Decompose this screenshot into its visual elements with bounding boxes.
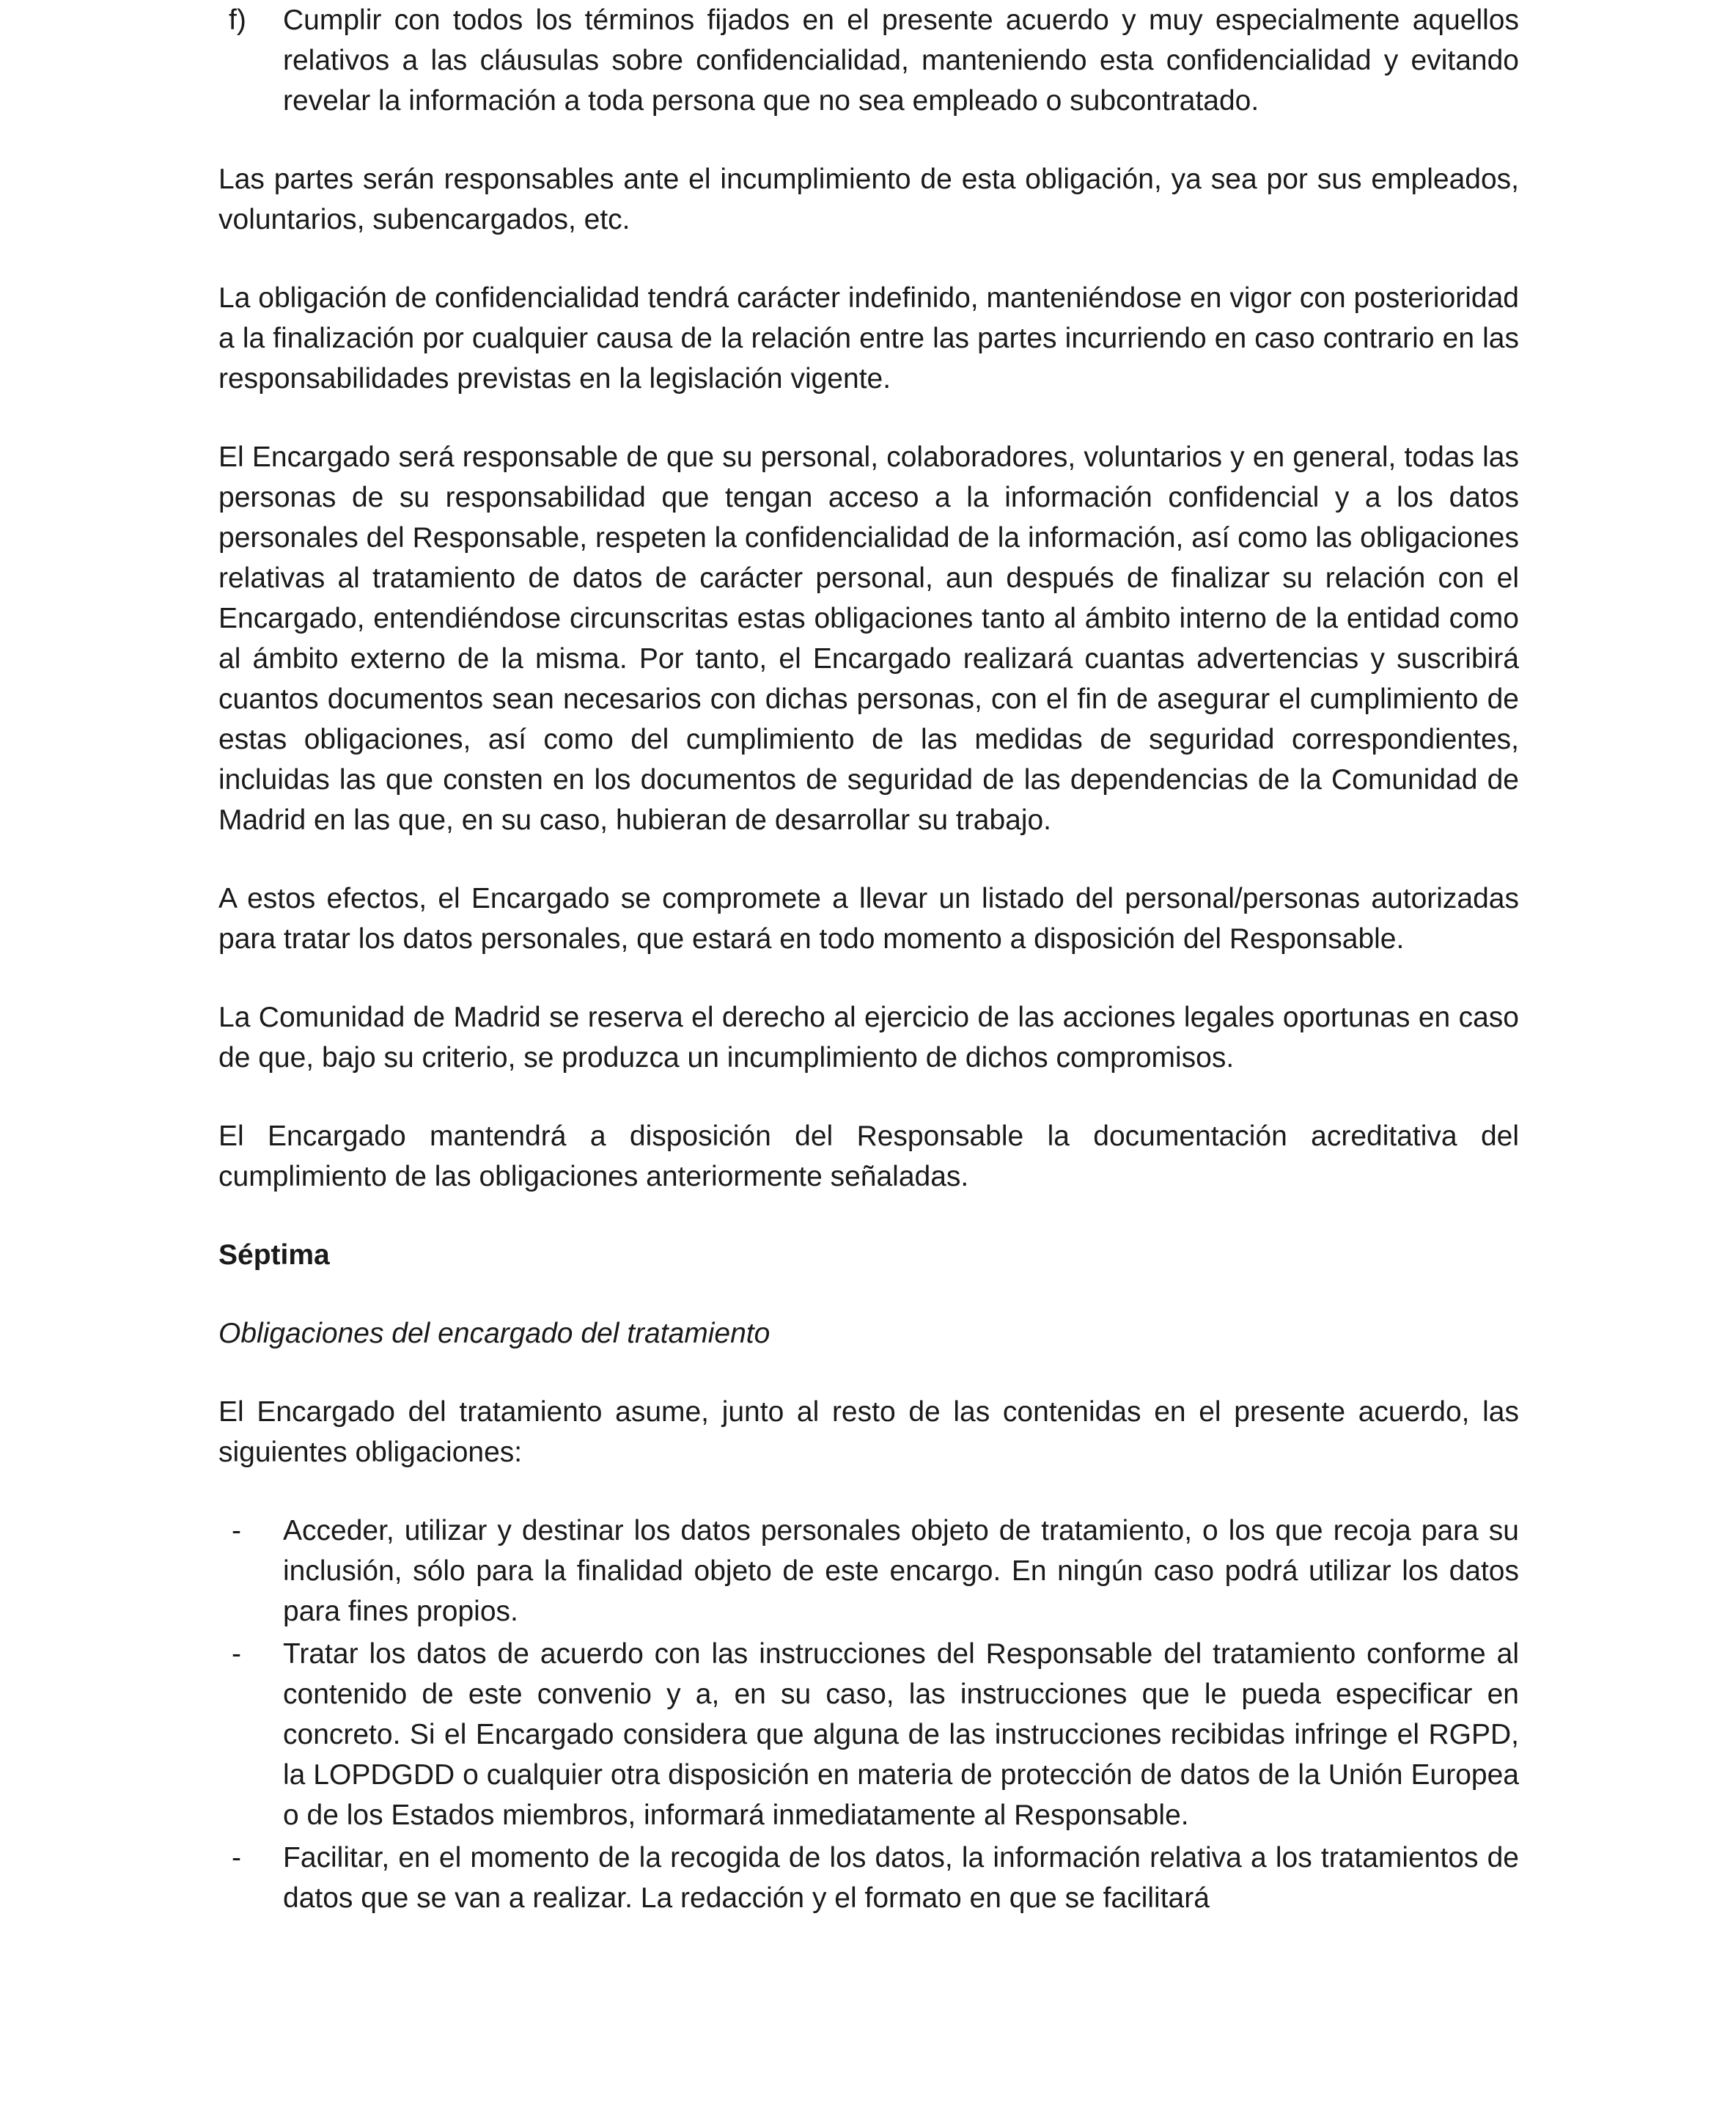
list-marker: -	[232, 1638, 241, 1670]
list-item-f	[218, 0, 1519, 121]
list-item	[218, 1511, 1519, 1632]
list-marker: -	[232, 1842, 241, 1874]
section-heading: Séptima	[218, 1239, 330, 1271]
list-item	[218, 1838, 1519, 1918]
document-body	[218, 0, 1519, 1920]
list-marker: -	[232, 1515, 241, 1547]
paragraph-responsabilidad-encargado: El Encargado será responsable de que su personal, colaboradores, voluntarios y en general, todas las personas de su responsabilidad que tengan acceso a la información confidencial y a los datos personales del Responsable, respeten la confidencialidad de la información, así como las obligaciones relativas al tratamiento de datos de carácter personal, aun después de finalizar su relación con el Encargado, entendiéndose circunscritas estas obligaciones tanto al ámbito interno de la entidad como al ámbito externo de la misma. Por tanto, el Encargado realizará cuantas advertencias y suscribirá cuantos documentos sean necesarios con dichas personas, con el fin de asegurar el cumplimiento de estas obligaciones, así como del cumplimiento de las medidas de seguridad correspondientes, incluidas las que consten en los documentos de seguridad de las dependencias de la Comunidad de Madrid en las que, en su caso, hubieran de desarrollar su trabajo.	[218, 441, 1519, 836]
list-item-text: Acceder, utilizar y destinar los datos personales objeto de tratamiento, o los que recoja para su inclusión, sólo para la finalidad objeto de este encargo. En ningún caso podrá utilizar los datos para fines propios.	[283, 1515, 1519, 1627]
list-marker: f)	[229, 4, 246, 36]
paragraph-responsabilidad-partes: Las partes serán responsables ante el incumplimiento de esta obligación, ya sea por sus empleados, voluntarios, subencargados, etc.	[218, 164, 1519, 235]
list-item	[218, 1634, 1519, 1835]
list-item-text: Tratar los datos de acuerdo con las instrucciones del Responsable del tratamiento conforme al contenido de este convenio y a, en su caso, las instrucciones que le pueda especificar en concreto. Si el Encargado considera que alguna de las instrucciones recibidas infringe el RGPD, la LOPDGDD o cualquier otra disposición en materia de protección de datos de la Unión Europea o de los Estados miembros, informará inmediatamente al Responsable.	[283, 1638, 1519, 1831]
list-item-text: Cumplir con todos los términos fijados en el presente acuerdo y muy especialmente aquellos relativos a las cláusulas sobre confidencialidad, manteniendo esta confidencialidad y evitando revelar la información a toda persona que no sea empleado o subcontratado.	[283, 4, 1519, 117]
paragraph-confidencialidad-indefinida: La obligación de confidencialidad tendrá carácter indefinido, manteniéndose en vigor con posterioridad a la finalización por cualquier causa de la relación entre las partes incurriendo en caso contrario en las responsabilidades previstas en la legislación vigente.	[218, 282, 1519, 395]
paragraph-documentacion-acreditativa: El Encargado mantendrá a disposición del Responsable la documentación acreditativa del cumplimiento de las obligaciones anteriormente señaladas.	[218, 1120, 1519, 1192]
section-intro: El Encargado del tratamiento asume, junto al resto de las contenidas en el presente acuerdo, las siguientes obligaciones:	[218, 1396, 1519, 1468]
obligations-list	[218, 1511, 1519, 1918]
list-item-text: Facilitar, en el momento de la recogida de los datos, la información relativa a los tratamientos de datos que se van a realizar. La redacción y el formato en que se facilitará	[283, 1842, 1519, 1914]
paragraph-listado-personal: A estos efectos, el Encargado se compromete a llevar un listado del personal/personas autorizadas para tratar los datos personales, que estará en todo momento a disposición del Responsable.	[218, 883, 1519, 955]
paragraph-acciones-legales: La Comunidad de Madrid se reserva el derecho al ejercicio de las acciones legales oportunas en caso de que, bajo su criterio, se produzca un incumplimiento de dichos compromisos.	[218, 1002, 1519, 1074]
section-subheading: Obligaciones del encargado del tratamiento	[218, 1318, 770, 1349]
